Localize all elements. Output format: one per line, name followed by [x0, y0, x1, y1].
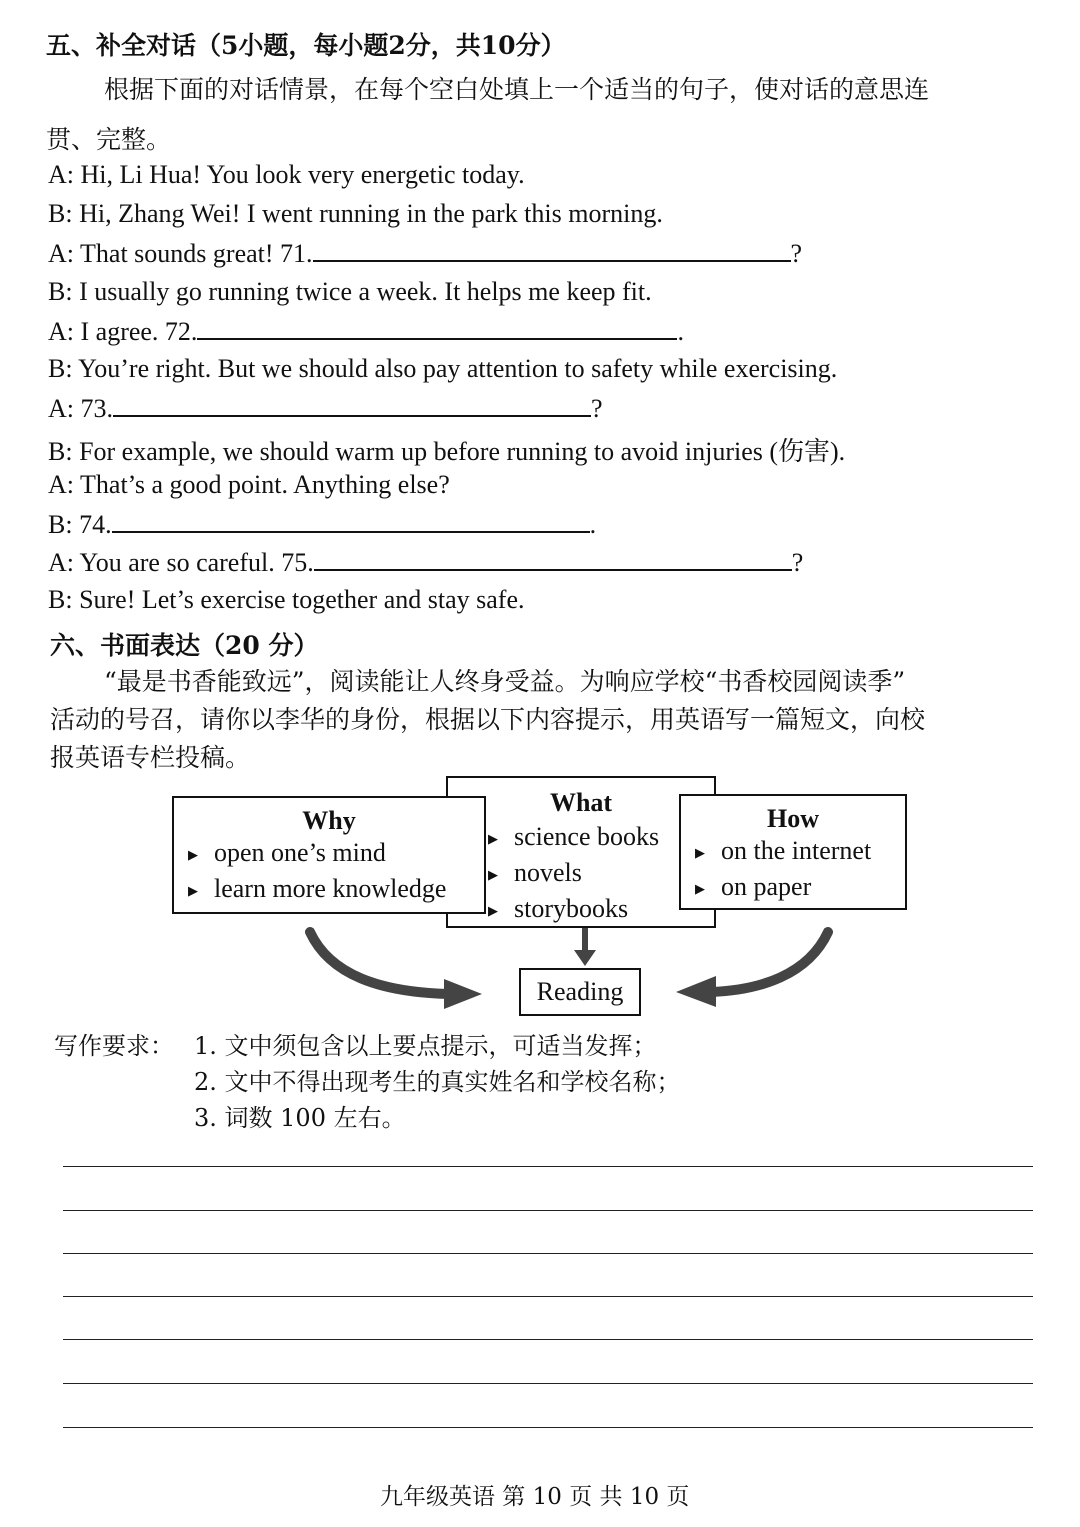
writing-line[interactable]	[63, 1383, 1033, 1384]
dialogue-line-74: B: 74. .	[48, 510, 597, 539]
requirement-1: 1. 文中须包含以上要点提示，可适当发挥；	[194, 1032, 657, 1060]
section5-instruction-line1: 根据下面的对话情景，在每个空白处填上一个适当的句子，使对话的意思连	[104, 75, 930, 104]
dialogue-line-12: B: Sure! Let’s exercise together and stay safe.	[48, 585, 525, 614]
dialogue-line-8: B: For example, we should warm up before running to avoid injuries (伤害).	[48, 437, 846, 466]
writing-line[interactable]	[63, 1210, 1033, 1211]
section5-heading: 五、补全对话（5小题，每小题2分，共10分）	[46, 31, 566, 60]
dialogue-line-2: B: Hi, Zhang Wei! I went running in the park this morning.	[48, 199, 663, 228]
dialogue-line-6: B: You’re right. But we should also pay attention to safety while exercising.	[48, 354, 838, 383]
dialogue-line-71: A: That sounds great! 71. ?	[48, 239, 803, 268]
writing-line[interactable]	[63, 1253, 1033, 1254]
dialogue-line-75: A: You are so careful. 75. ?	[48, 548, 804, 577]
section5-instruction-line2: 贯、完整。	[46, 125, 172, 154]
requirement-2: 2. 文中不得出现考生的真实姓名和学校名称；	[194, 1068, 681, 1096]
requirements-label: 写作要求：	[54, 1032, 174, 1060]
bullet-triangle-icon: ▶	[695, 881, 705, 897]
dialogue-line-72: A: I agree. 72. .	[48, 317, 684, 346]
writing-line[interactable]	[63, 1339, 1033, 1340]
bullet-triangle-icon: ▶	[488, 867, 498, 883]
reading-label: Reading	[536, 977, 624, 1006]
bullet-triangle-icon: ▶	[188, 847, 198, 863]
section6-prompt-line1: “最是书香能致远”，阅读能让人终身受益。为响应学校“书香校园阅读季”	[104, 667, 906, 696]
why-title: Why	[302, 806, 356, 835]
section6-heading: 六、书面表达（20 分）	[50, 631, 319, 660]
what-item: ▶ storybooks	[488, 892, 714, 928]
bullet-triangle-icon: ▶	[488, 831, 498, 847]
page-footer: 九年级英语 第 10 页 共 10 页	[380, 1484, 690, 1510]
dialogue-line-73: A: 73. ?	[48, 394, 603, 423]
bullet-triangle-icon: ▶	[695, 845, 705, 861]
writing-line[interactable]	[63, 1166, 1033, 1167]
section6-prompt-line3: 报英语专栏投稿。	[50, 743, 251, 772]
how-item: ▶ on paper	[695, 870, 905, 906]
what-item: ▶ science books	[488, 820, 714, 856]
what-item: ▶ novels	[488, 856, 714, 892]
why-item: ▶ open one’s mind	[188, 836, 484, 872]
why-box	[172, 796, 486, 914]
dialogue-line-9: A: That’s a good point. Anything else?	[48, 470, 450, 499]
dialogue-line-1: A: Hi, Li Hua! You look very energetic today.	[48, 160, 525, 189]
bullet-triangle-icon: ▶	[188, 883, 198, 899]
how-item: ▶ on the internet	[695, 834, 905, 870]
writing-line[interactable]	[63, 1296, 1033, 1297]
section6-prompt-line2: 活动的号召，请你以李华的身份，根据以下内容提示，用英语写一篇短文，向校	[50, 705, 926, 734]
writing-line[interactable]	[63, 1427, 1033, 1428]
what-title: What	[549, 788, 613, 817]
dialogue-line-4: B: I usually go running twice a week. It helps me keep fit.	[48, 277, 652, 306]
why-item: ▶ learn more knowledge	[188, 872, 484, 908]
bullet-triangle-icon: ▶	[488, 903, 498, 919]
reading-box	[519, 968, 641, 1016]
what-box	[446, 776, 716, 928]
requirement-3: 3. 词数 100 左右。	[194, 1104, 406, 1132]
how-title: How	[767, 804, 819, 833]
how-box	[679, 794, 907, 910]
